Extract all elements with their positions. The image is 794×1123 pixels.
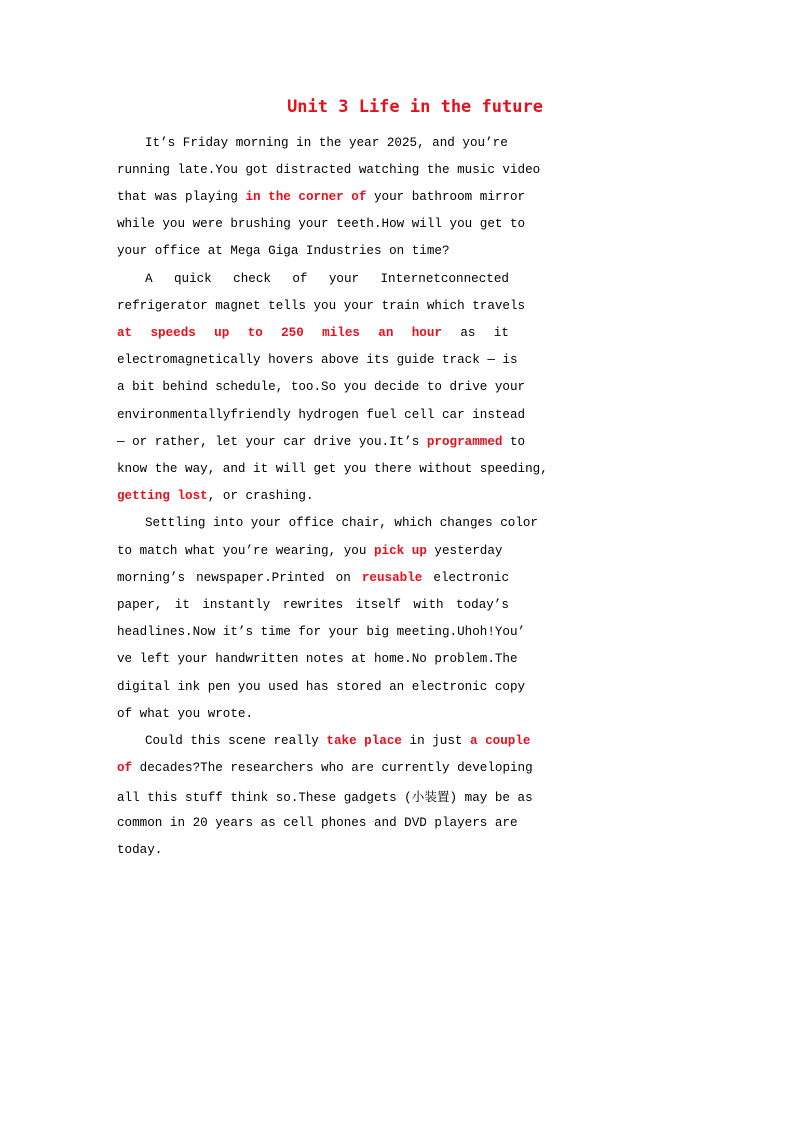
- text-segment: that was playing: [117, 189, 246, 204]
- text-segment: newspaper.Printed: [196, 570, 325, 585]
- text-line: [117, 183, 526, 210]
- text-segment: running late.You got distracted watching the music video: [117, 162, 541, 177]
- highlighted-phrase: at: [117, 325, 133, 340]
- text-segment: , or crashing.: [207, 489, 314, 504]
- text-segment: to match what you’re wearing, you: [117, 543, 374, 558]
- text-segment: headlines.Now it’s time for your big meeting.Uhoh!You’: [117, 625, 526, 640]
- text-segment: A: [145, 271, 153, 286]
- text-segment: know the way, and it will get you there without speeding,: [117, 461, 548, 476]
- text-line: [117, 401, 526, 428]
- highlighted-phrase: in the corner of: [245, 189, 367, 204]
- text-segment: today.: [117, 842, 163, 857]
- text-line: [117, 347, 518, 374]
- text-line: [117, 836, 509, 863]
- text-segment: a bit behind schedule, too.So you decide to drive your: [117, 380, 526, 395]
- text-segment: Settling into your office chair, which changes color: [145, 516, 538, 531]
- text-segment: digital ink pen you used has stored an electronic copy: [117, 679, 526, 694]
- highlighted-phrase: speeds: [150, 325, 196, 340]
- text-line: [117, 782, 533, 809]
- text-segment: as: [460, 325, 476, 340]
- highlighted-phrase: a couple: [470, 733, 531, 748]
- text-line: [117, 483, 509, 510]
- highlighted-phrase: 250: [281, 325, 304, 340]
- text-segment: to: [502, 434, 526, 449]
- highlighted-phrase: hour: [411, 325, 442, 340]
- text-segment: environmentallyfriendly hydrogen fuel cell car instead: [117, 407, 526, 422]
- text-line: [117, 319, 509, 346]
- text-line: [117, 537, 509, 564]
- text-segment: on: [335, 570, 351, 585]
- text-segment: with: [413, 597, 444, 612]
- text-segment: instantly: [202, 597, 271, 612]
- highlighted-phrase: getting lost: [117, 489, 208, 504]
- text-segment: quick: [173, 271, 212, 286]
- highlighted-phrase: to: [247, 325, 263, 340]
- text-segment: all this stuff think so.These gadgets (小装置) may be as: [117, 790, 533, 805]
- text-segment: yesterday: [426, 543, 503, 558]
- highlighted-phrase: reusable: [361, 570, 423, 585]
- text-line: [117, 211, 526, 238]
- text-line: [117, 755, 533, 782]
- text-segment: rewrites: [282, 597, 344, 612]
- text-segment: your: [328, 271, 360, 286]
- highlighted-phrase: miles: [322, 325, 360, 340]
- text-segment: electromagnetically hovers above its guide track — is: [117, 353, 518, 368]
- text-segment: paper,: [117, 597, 163, 612]
- document-title: Unit 3 Life in the future: [287, 97, 543, 117]
- text-segment: check: [233, 271, 271, 286]
- text-line: [145, 510, 538, 537]
- text-line: [117, 156, 541, 183]
- text-line: [145, 727, 531, 754]
- text-segment: in just: [401, 733, 470, 748]
- text-segment: while you were brushing your teeth.How will you get to: [117, 217, 526, 232]
- highlighted-phrase: programmed: [426, 434, 503, 449]
- text-line: [117, 809, 518, 836]
- text-segment: Internetconnected: [380, 271, 509, 286]
- text-segment: — or rather, let your car drive you.It’s: [117, 434, 427, 449]
- text-segment: decades?The researchers who are currently developing: [132, 761, 533, 776]
- text-segment: ve left your handwritten notes at home.No problem.The: [117, 652, 518, 667]
- text-segment: your bathroom mirror: [366, 189, 526, 204]
- text-line: [117, 673, 526, 700]
- highlighted-phrase: of: [117, 761, 133, 776]
- highlighted-phrase: an: [378, 325, 394, 340]
- text-segment: electronic: [433, 570, 509, 585]
- highlighted-phrase: pick up: [373, 543, 427, 558]
- text-line: [117, 374, 526, 401]
- text-line: [117, 619, 526, 646]
- highlighted-phrase: up: [214, 325, 230, 340]
- text-line: [145, 129, 509, 156]
- text-segment: your office at Mega Giga Industries on time?: [117, 244, 450, 259]
- text-line: [117, 238, 509, 265]
- text-line: [145, 265, 509, 292]
- text-segment: It’s Friday morning in the year 2025, and you’re: [145, 135, 508, 150]
- text-line: [117, 646, 518, 673]
- text-segment: it: [493, 325, 509, 340]
- text-line: [117, 292, 526, 319]
- text-line: [117, 455, 548, 482]
- text-line: [117, 564, 509, 591]
- text-segment: of: [292, 271, 308, 286]
- text-line: [117, 700, 509, 727]
- text-line: [117, 591, 509, 618]
- text-line: [117, 428, 526, 455]
- text-segment: refrigerator magnet tells you your train which travels: [117, 298, 526, 313]
- text-segment: itself: [355, 597, 401, 612]
- text-segment: it: [174, 597, 190, 612]
- text-segment: common in 20 years as cell phones and DVD players are: [117, 815, 518, 830]
- text-segment: of what you wrote.: [117, 706, 254, 721]
- highlighted-phrase: take place: [326, 733, 402, 748]
- text-segment: today’s: [456, 597, 509, 612]
- text-segment: Could this scene really: [145, 733, 327, 748]
- text-segment: morning’s: [117, 570, 186, 585]
